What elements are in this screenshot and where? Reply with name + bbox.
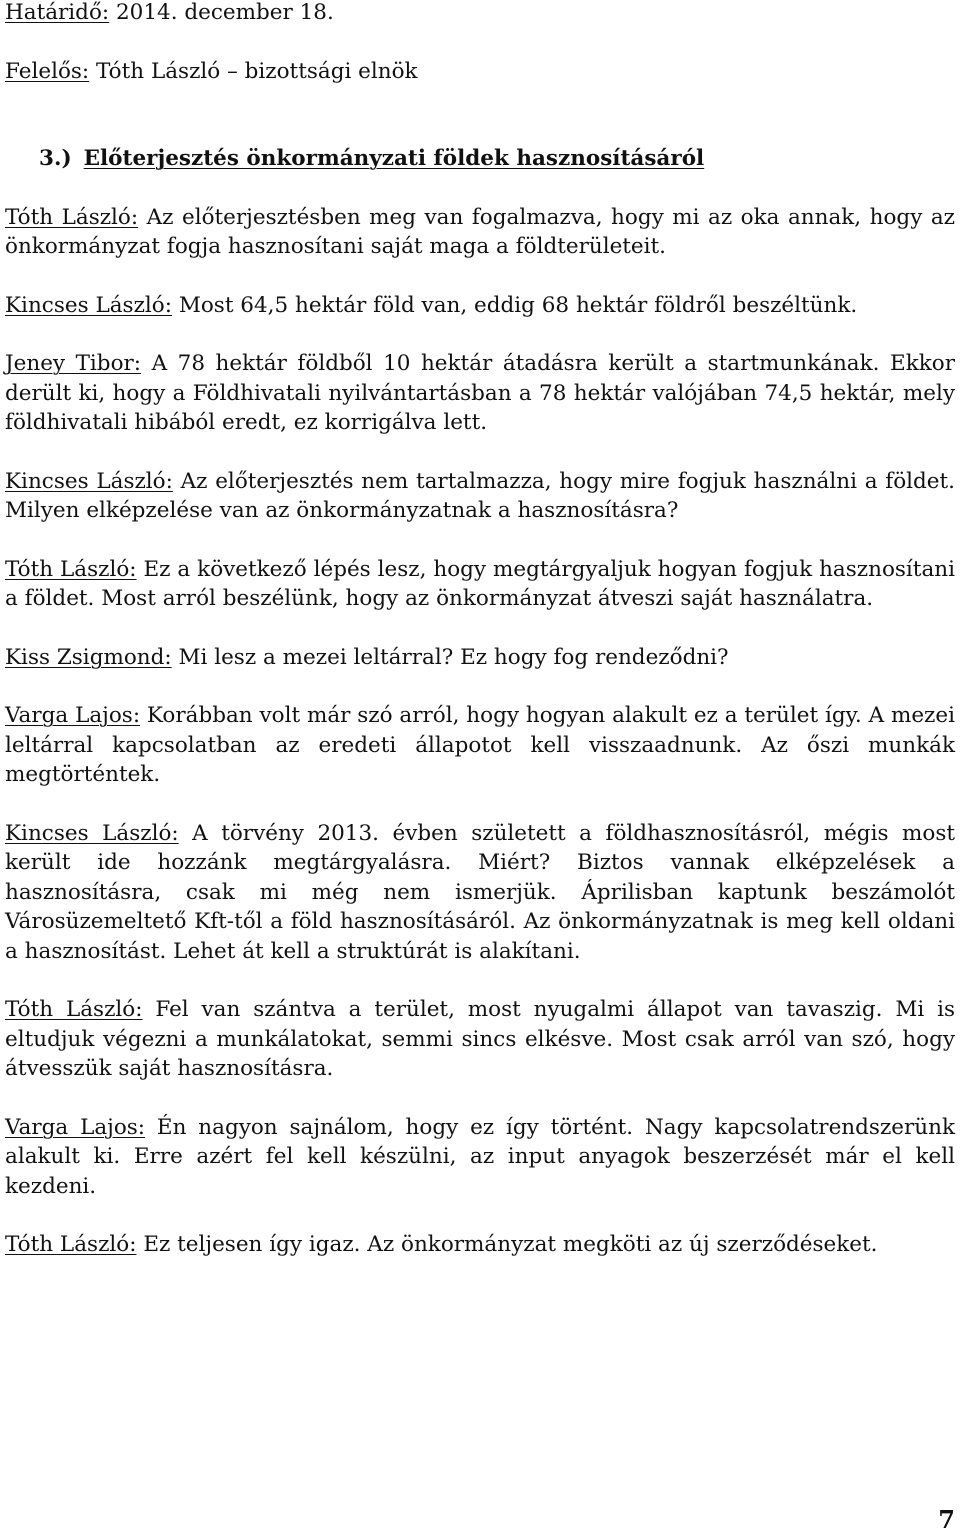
speaker-name: Kiss Zsigmond:	[5, 644, 172, 670]
speech-paragraph	[5, 1230, 955, 1260]
speaker-name: Jeney Tibor:	[5, 351, 142, 376]
responsible-label: Felelős:	[5, 58, 90, 84]
speech-text: A 78 hektár földből 10 hektár átadásra került a startmunkának. Ekkor derült ki, hogy a Földhivatali nyilvántartásban a 78 hektár valójában 74,5 hektár, mely földhivatali hibából eredt, ez korrigálva lett.	[5, 351, 955, 435]
speech-paragraph	[5, 203, 955, 262]
section-title: Előterjesztés önkormányzati földek hasznosításáról	[83, 146, 705, 171]
speaker-name: Kincses László:	[5, 292, 172, 318]
speech-text: Most 64,5 hektár föld van, eddig 68 hektár földről beszéltünk.	[178, 292, 858, 318]
document-page	[5, 0, 955, 1260]
speech-text: Mi lesz a mezei leltárral? Ez hogy fog rendeződni?	[178, 644, 729, 670]
speaker-name: Tóth László:	[5, 556, 137, 582]
speech-text: A törvény 2013. évben született a földhasznosításról, mégis most került ide hozzánk megtárgyalásra. Miért? Biztos vannak elképzelések a hasznosításra, csak mi még nem ismerjük. Áprilisban kaptunk beszámolót Városüzemeltető Kft-től a föld hasznosításáról. Az önkormányzatnak is meg kell oldani a hasznosítást. Lehet át kell a struktúrát is alakítani.	[5, 820, 955, 964]
speech-text: Ez teljesen így igaz. Az önkormányzat megköti az új szerződéseket.	[143, 1232, 878, 1257]
speaker-name: Tóth László:	[5, 1232, 137, 1257]
deadline-line	[5, 0, 955, 28]
page-number: 7	[938, 1505, 955, 1534]
speech-paragraph	[5, 819, 955, 967]
speaker-name: Tóth László:	[5, 204, 139, 230]
speech-text: Korábban volt már szó arról, hogy hogyan alakult ez a terület így. A mezei leltárral kapcsolatban az eredeti állapotot kell visszaadnunk. Az őszi munkák megtörténtek.	[5, 703, 955, 787]
speech-paragraph	[5, 291, 955, 321]
section-heading	[5, 144, 955, 174]
speech-text: Én nagyon sajnálom, hogy ez így történt. Nagy kapcsolatrendszerünk alakult ki. Erre azért fel kell készülni, az input anyagok beszerzését már el kell kezdeni.	[5, 1114, 956, 1199]
speech-paragraph	[5, 1113, 955, 1202]
speech-text: Ez a következő lépés lesz, hogy megtárgyaljuk hogyan fogjuk hasznosítani a földet. Most arról beszélünk, hogy az önkormányzat átveszi saját használatra.	[5, 556, 955, 611]
speech-text: Az előterjesztés nem tartalmazza, hogy mire fogjuk használni a földet. Milyen elképzelése van az önkormányzatnak a hasznosításra?	[5, 468, 955, 523]
speech-paragraph	[5, 701, 955, 790]
speech-text: Az előterjesztésben meg van fogalmazva, hogy mi az oka annak, hogy az önkormányzat fogja hasznosítani saját maga a földterületeit.	[5, 204, 955, 259]
speech-paragraph	[5, 467, 955, 526]
responsible-value: Tóth László – bizottsági elnök	[96, 58, 418, 84]
deadline-label: Határidő:	[5, 0, 110, 25]
speaker-name: Kincses László:	[5, 820, 179, 846]
speech-paragraph	[5, 555, 955, 614]
speech-paragraph	[5, 643, 955, 673]
speech-text: Fel van szántva a terület, most nyugalmi állapot van tavaszig. Mi is eltudjuk végezni a munkálatokat, semmi sincs elkésve. Most csak arról van szó, hogy átvesszük saját hasznosításra.	[5, 997, 955, 1081]
speech-paragraph	[5, 349, 955, 438]
speech-paragraph	[5, 995, 955, 1084]
responsible-line	[5, 57, 955, 87]
section-number: 3.)	[39, 146, 72, 171]
speaker-name: Varga Lajos:	[5, 703, 141, 728]
speaker-name: Tóth László:	[5, 997, 143, 1022]
speaker-name: Kincses László:	[5, 468, 173, 494]
speaker-name: Varga Lajos:	[5, 1114, 146, 1140]
deadline-value: 2014. december 18.	[115, 0, 334, 25]
